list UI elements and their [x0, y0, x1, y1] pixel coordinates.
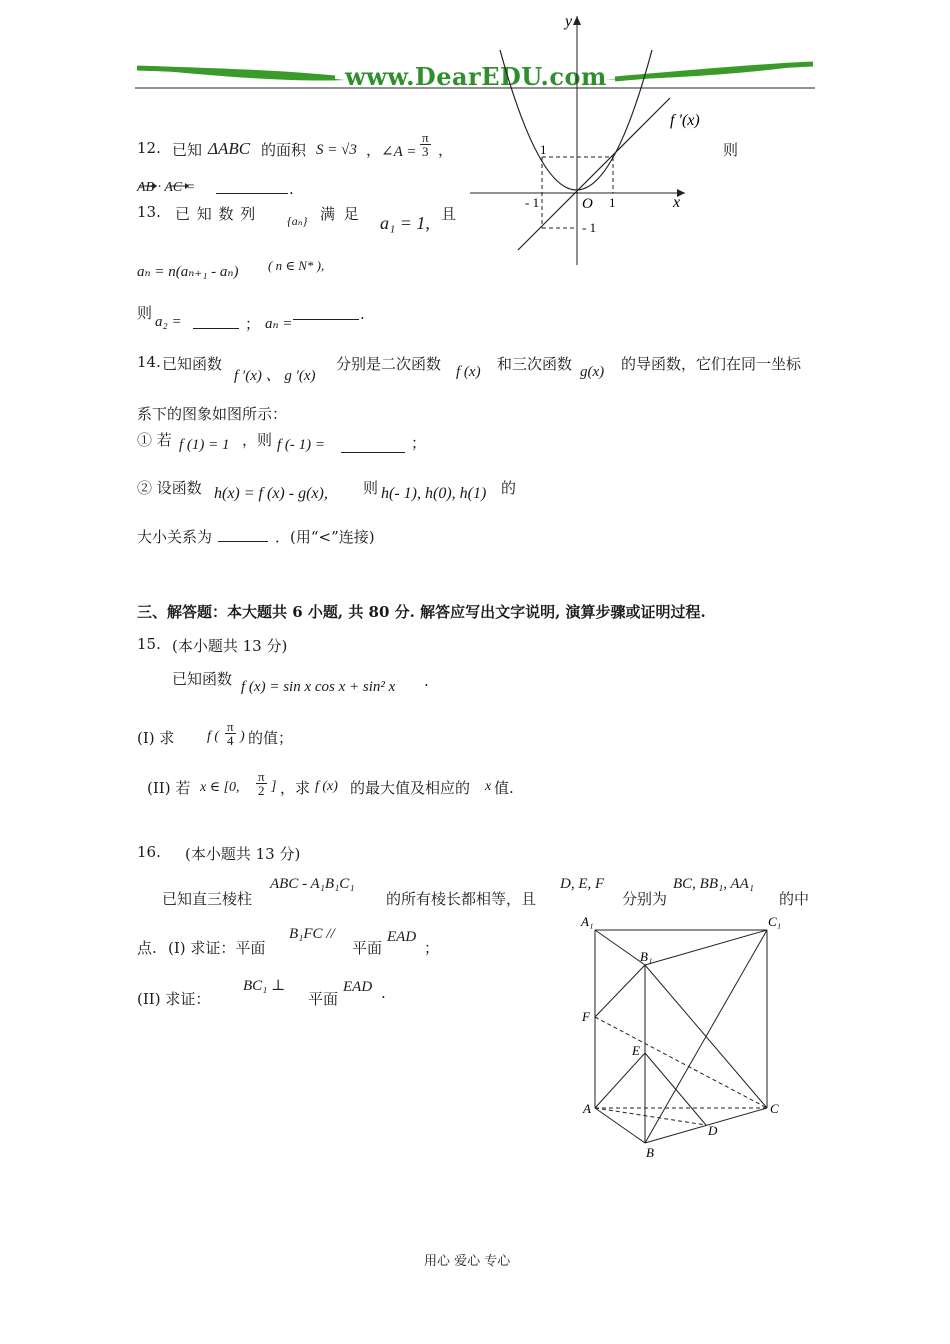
q12-answer-blank[interactable] — [216, 179, 288, 194]
q15-part1-fraction — [225, 720, 236, 747]
q15-func-end: . — [424, 672, 429, 690]
q15-part1-close: ) — [240, 729, 245, 744]
q14-p1-ask: f (- 1) = — [277, 437, 326, 453]
q13-num: 13. — [137, 203, 161, 221]
graph-curve-label: f ′(x) — [670, 112, 700, 129]
q12-vectors: AB · AC = — [137, 180, 196, 195]
q14-p2-de: 的 — [501, 479, 517, 497]
q15-func: f (x) = sin x cos x + sin² x — [241, 679, 396, 695]
q14-text1: 已知函数 — [162, 355, 223, 373]
q15-pi: π — [227, 719, 234, 734]
q15-pi2: π — [258, 769, 265, 784]
q16-edges: BC, BB₁, AA₁ — [673, 876, 754, 892]
q16-plane1: B₁FC // — [289, 926, 335, 942]
q16-plane-word: 平面 — [352, 939, 383, 957]
q13-end: . — [360, 305, 365, 323]
q13-a1: a₁ = 1, — [380, 213, 430, 233]
q15-four: 4 — [227, 733, 234, 748]
graph-tick-ym1: - 1 — [582, 220, 597, 235]
label-D: D — [708, 1123, 718, 1138]
q13-and: 且 — [441, 205, 457, 223]
label-B1: B₁ — [640, 949, 653, 964]
q16-text4: 的中 — [779, 890, 810, 908]
q14-p1-lead: ① 若 — [137, 431, 172, 449]
label-E: E — [632, 1043, 640, 1058]
label-C1: C₁ — [768, 914, 782, 929]
label-B: B — [646, 1145, 654, 1160]
q12-angle-fraction — [420, 131, 431, 158]
q16-plane2: EAD — [387, 929, 417, 945]
q12-three: 3 — [422, 144, 429, 159]
q15-part2-label: (II) 若 — [147, 779, 191, 797]
graph-x-label: x — [673, 194, 681, 211]
q15-lead: 已知函数 — [172, 670, 233, 688]
q14-p2-line3a: 大小关系为 — [137, 528, 213, 546]
prism-figure — [570, 905, 790, 1165]
q14-p2-lead: ② 设函数 — [137, 479, 202, 497]
q15-part2-fraction — [256, 770, 267, 797]
q12-text1: 已知 — [172, 141, 203, 159]
brand-text: www.DearEDU.com — [345, 62, 607, 91]
q13-seq: {aₙ} — [287, 214, 308, 228]
q16-text3: 分别为 — [622, 890, 668, 908]
q12-then: 则 — [723, 141, 739, 159]
q15-part2-x2: x — [485, 779, 492, 794]
q15-part2-tail: 的最大值及相应的 — [350, 779, 471, 797]
q13-cond: ( n ∈ N* ), — [268, 258, 325, 273]
q12-pi: π — [422, 130, 429, 145]
graph-y-label: y — [565, 13, 573, 30]
q12-text2: 的面积 — [261, 141, 307, 159]
q14-num: 14. — [137, 353, 161, 371]
q15-score: (本小题共 13 分) — [172, 637, 288, 655]
q15-part2-mid: ，求 — [280, 779, 311, 797]
graph-origin-label: O — [582, 196, 593, 212]
q15-two: 2 — [258, 783, 265, 798]
q15-part2-f: f (x) — [315, 779, 338, 794]
q14-p2-vals: h(- 1), h(0), h(1) — [381, 485, 487, 502]
q14-p2-line3b: ．(用“<”连接) — [275, 528, 375, 546]
q15-part1-f: f ( — [207, 729, 220, 744]
q15-num: 15. — [137, 635, 161, 653]
q13-text1: 已 知 数 列 — [175, 205, 257, 223]
q16-plane-word2: 平面 — [308, 990, 339, 1008]
q16-lead: 已知直三棱柱 — [162, 890, 253, 908]
graph-tick-xm1: - 1 — [525, 195, 540, 210]
footer-text: 用心 爱心 专心 — [424, 1254, 511, 1269]
q16-pts: D, E, F — [560, 876, 605, 892]
q12-num: 12. — [137, 139, 161, 157]
q15-part2-x: x ∈ [0, — [200, 780, 240, 795]
q16-part2-end: . — [381, 984, 386, 1002]
q12-end: . — [289, 180, 294, 198]
q13-a2-blank[interactable] — [193, 314, 239, 329]
q16-plane3: EAD — [343, 979, 373, 995]
q13-text2: 满 足 — [320, 205, 361, 223]
q14-p1-cond: f (1) = 1 — [179, 437, 230, 453]
q16-bc1: BC₁ ⊥ — [243, 978, 286, 994]
q12-comma: ， — [438, 141, 454, 159]
q14-fx: f (x) — [456, 364, 481, 380]
q15-part1-tail: 的值； — [248, 729, 294, 747]
q14-fg: f ′(x) 、 g ′(x) — [234, 368, 316, 384]
q16-part2: (II) 求证： — [137, 990, 211, 1008]
q16-part1-end: ； — [424, 939, 440, 957]
q16-prism: ABC - A₁B₁C₁ — [270, 876, 355, 892]
q14-text4: 的导函数，它们在同一坐标 — [621, 355, 802, 373]
q14-p2-def: h(x) = f (x) - g(x), — [214, 485, 328, 502]
prism-svg — [570, 905, 790, 1165]
q13-an-blank[interactable] — [293, 305, 359, 320]
derivative-graph — [470, 10, 700, 270]
q14-p1-end: ； — [411, 434, 427, 452]
q14-text2: 分别是二次函数 — [336, 355, 442, 373]
q16-num: 16. — [137, 843, 161, 861]
q12-sep: ， — [366, 141, 382, 159]
q14-p2-then: 则 — [363, 479, 379, 497]
q13-an: aₙ = — [265, 316, 293, 332]
graph-tick-y1: 1 — [540, 142, 547, 157]
q12-angle: ∠A = — [381, 144, 417, 160]
section3-title: 三、解答题：本大题共 6 小题, 共 80 分. 解答应写出文字说明, 演算步骤或证明过程. — [137, 603, 706, 621]
q16-line2a: 点. — [137, 939, 157, 957]
q14-text3: 和三次函数 — [497, 355, 573, 373]
q14-p1-then: ，则 — [242, 431, 273, 449]
label-A: A — [583, 1101, 591, 1116]
q14-gx: g(x) — [580, 364, 605, 380]
label-A1: A₁ — [581, 914, 594, 929]
graph-tick-x1: 1 — [609, 195, 616, 210]
q12-area: S = √3 — [316, 142, 357, 158]
q14-p2-blank[interactable] — [218, 527, 268, 542]
q13-recur: aₙ = n(aₙ₊₁ - aₙ) — [137, 264, 239, 280]
q14-p1-blank[interactable] — [341, 438, 405, 453]
q15-part2-close: ] — [271, 779, 277, 794]
q12-triangle: ΔABC — [208, 139, 251, 158]
q16-part1: (I) 求证：平面 — [168, 939, 266, 957]
label-F: F — [582, 1009, 590, 1024]
q14-line2: 系下的图象如图所示： — [137, 405, 288, 423]
q13-semi: ； — [245, 315, 261, 333]
q13-then: 则 — [137, 304, 153, 322]
graph-svg — [470, 10, 700, 270]
q16-score: (本小题共 13 分) — [185, 845, 301, 863]
q16-text2: 的所有棱长都相等，且 — [386, 890, 537, 908]
label-C: C — [770, 1101, 779, 1116]
q13-a2: a₂ = — [155, 314, 182, 330]
q15-part2-end: 值. — [494, 779, 514, 797]
q15-part1-label: (Ⅰ) 求 — [137, 729, 175, 747]
